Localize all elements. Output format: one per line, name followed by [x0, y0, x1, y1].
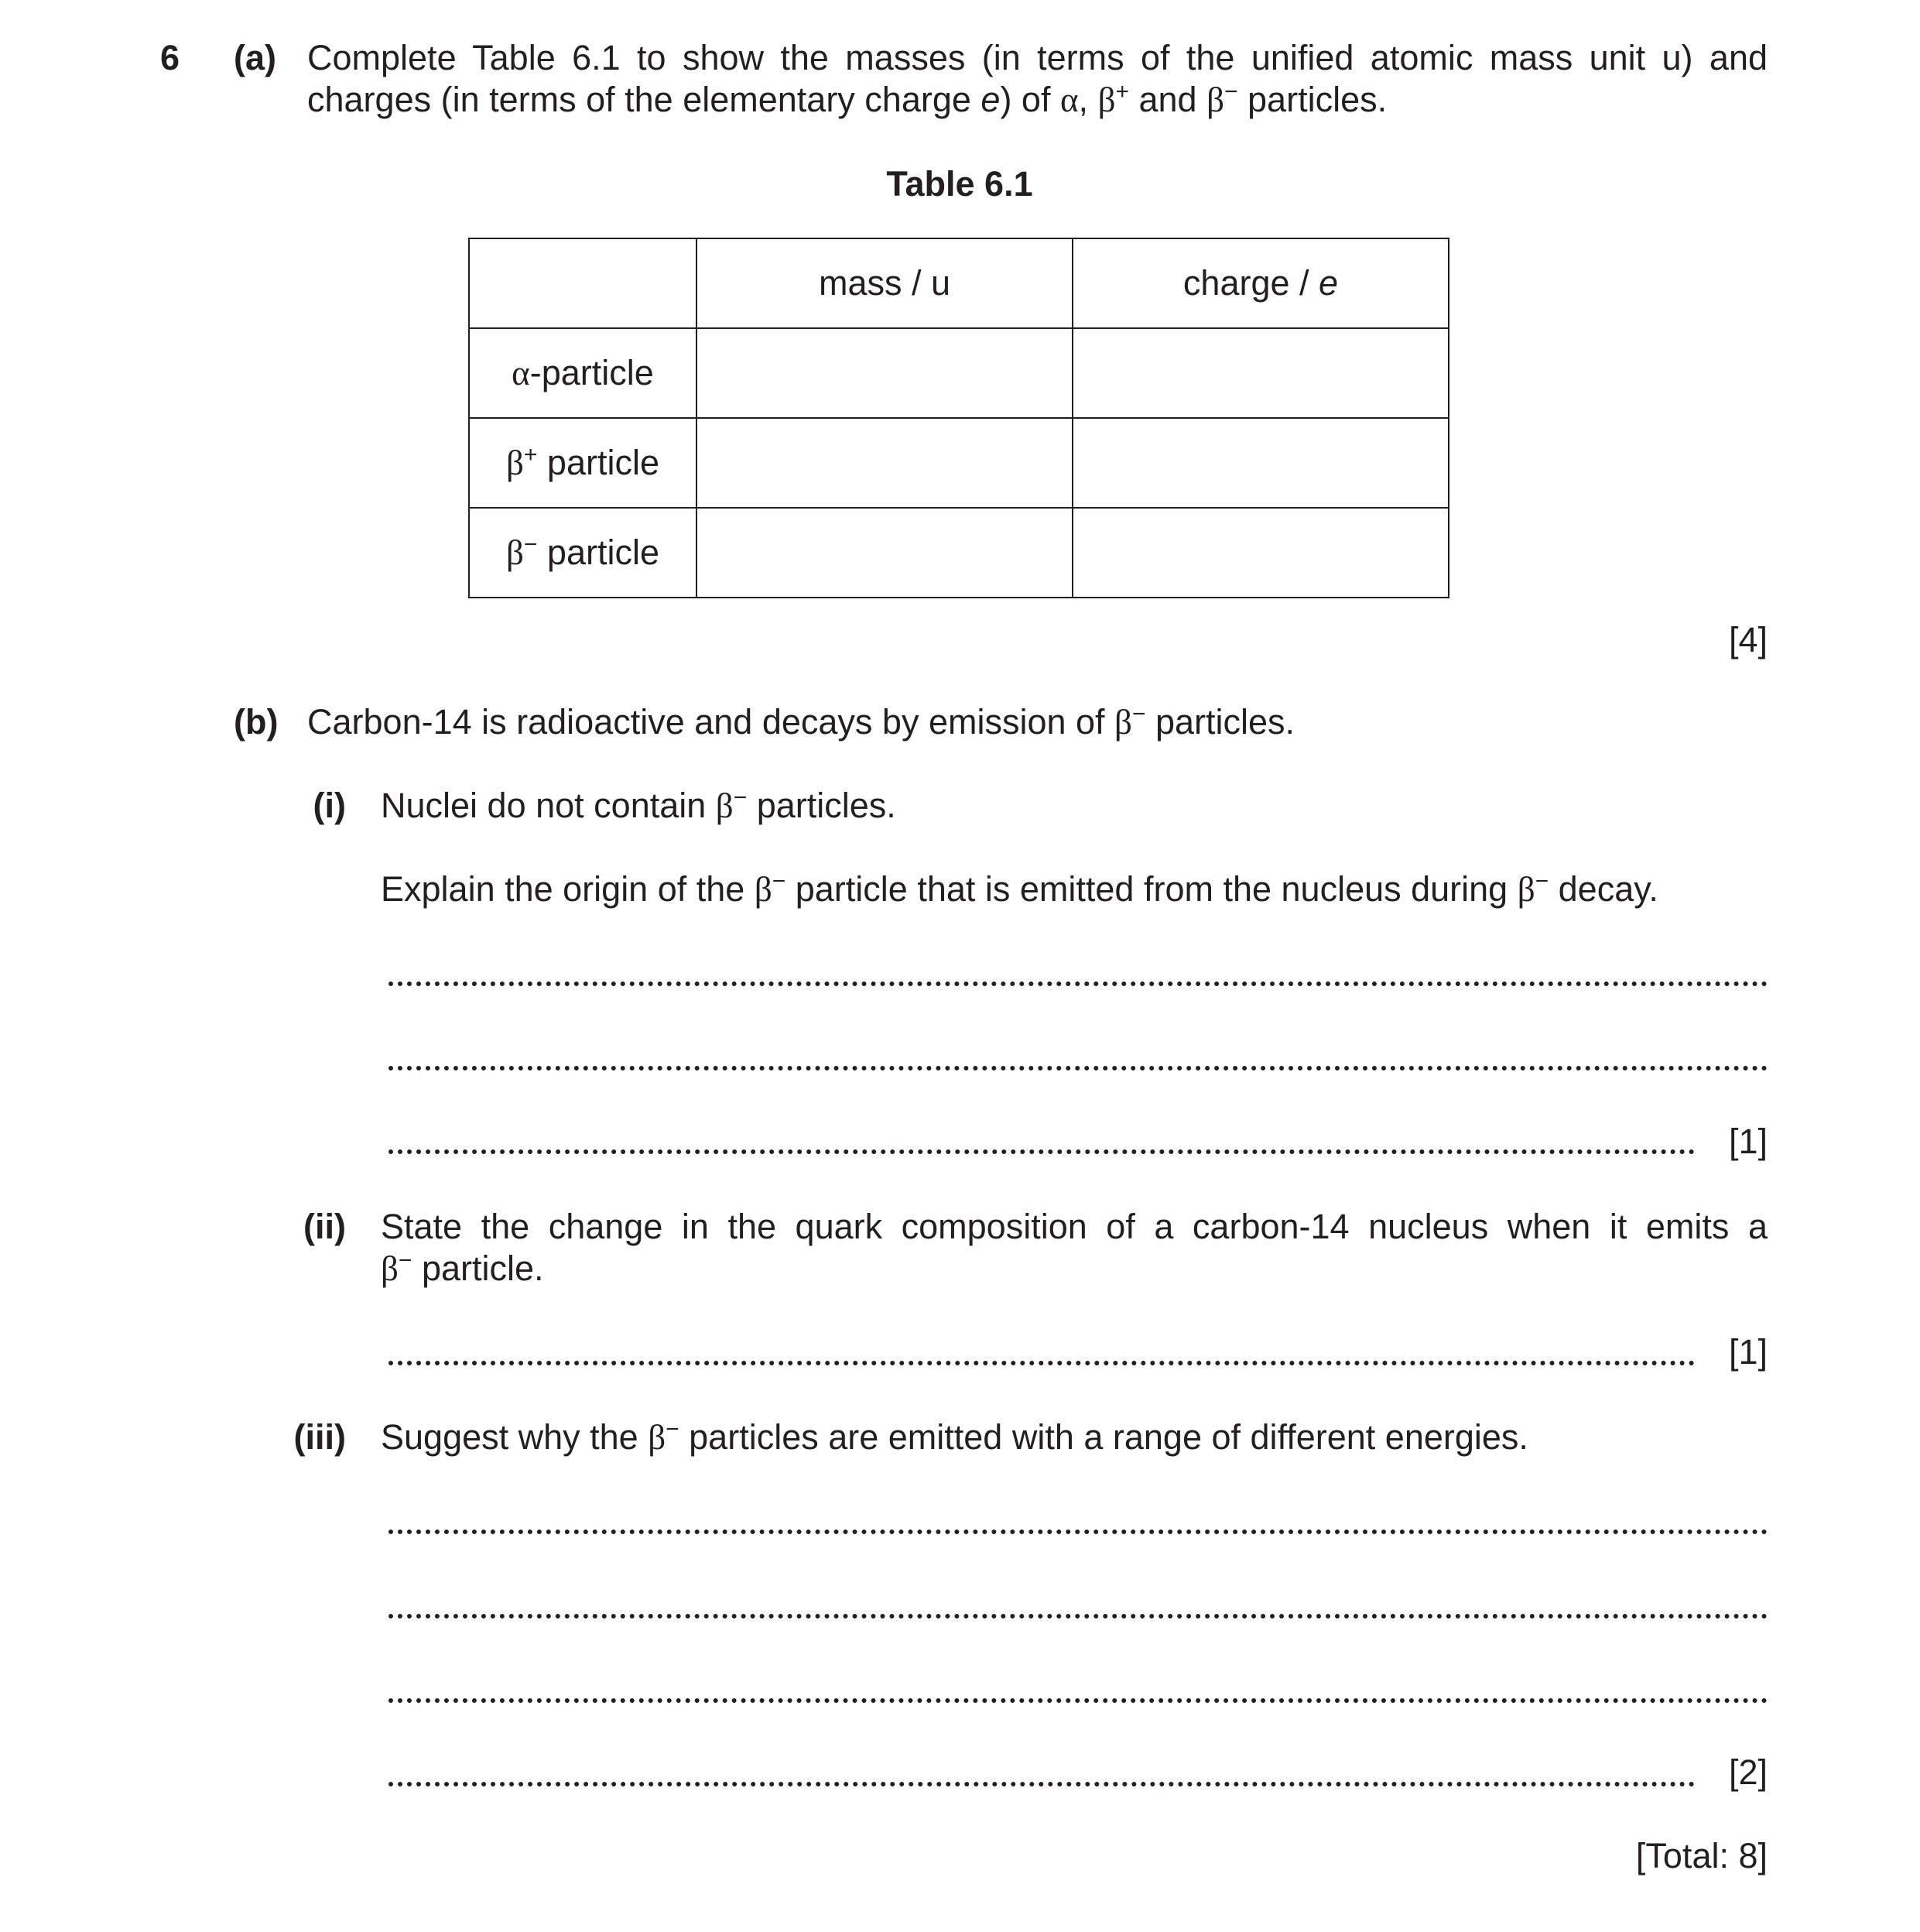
table-row: [469, 418, 1449, 508]
table-6-1: [468, 238, 1449, 598]
table-header-mass: mass / u: [696, 238, 1073, 328]
beta-plus-charge-cell[interactable]: [1073, 418, 1449, 508]
part-a-label: (a): [234, 38, 276, 77]
part-b-iii-line1: Suggest why the β− particles are emitted with a range of different energies.: [381, 1416, 1528, 1457]
answer-line-iii-3[interactable]: [388, 1698, 1768, 1703]
part-a-line1: Complete Table 6.1 to show the masses (in terms of the unified atomic mass unit u) and: [307, 38, 1768, 77]
beta-minus-mass-cell[interactable]: [696, 508, 1073, 598]
table-title: Table 6.1: [886, 164, 1033, 204]
part-b-ii-line2: β− particle.: [381, 1248, 544, 1288]
table-header-row: [469, 238, 1449, 328]
row-label-alpha: α-particle: [469, 328, 696, 418]
table-row: [469, 328, 1449, 418]
row-label-beta-plus: β+ particle: [469, 418, 696, 508]
answer-line-i-3[interactable]: [388, 1149, 1695, 1154]
beta-plus-mass-cell[interactable]: [696, 418, 1073, 508]
table-header-charge: charge / e: [1073, 238, 1449, 328]
part-b-iii-marks: [2]: [1728, 1752, 1768, 1792]
answer-line-i-1[interactable]: [388, 981, 1768, 986]
part-b-label: (b): [234, 702, 279, 742]
part-b-i-line1: Nuclei do not contain β− particles.: [381, 785, 896, 825]
part-b-intro: Carbon-14 is radioactive and decays by emission of β− particles.: [307, 701, 1295, 742]
answer-line-iii-1[interactable]: [388, 1530, 1768, 1534]
part-b-i-line2: Explain the origin of the β− particle that is emitted from the nucleus during β− decay.: [381, 868, 1658, 909]
table-header-empty: [469, 238, 696, 328]
alpha-charge-cell[interactable]: [1073, 328, 1449, 418]
answer-line-iii-2[interactable]: [388, 1614, 1768, 1619]
part-b-ii-line1: State the change in the quark composition of a carbon-14 nucleus when it emits a: [381, 1207, 1768, 1246]
table-row: [469, 508, 1449, 598]
part-b-ii-label: (ii): [303, 1207, 346, 1246]
part-a-line2: charges (in terms of the elementary charge e) of α, β+ and β− particles.: [307, 79, 1388, 119]
answer-line-ii-1[interactable]: [388, 1361, 1695, 1365]
part-a-marks: [4]: [1728, 620, 1768, 659]
question-number: 6: [160, 38, 180, 77]
row-label-beta-minus: β− particle: [469, 508, 696, 598]
answer-line-i-2[interactable]: [388, 1066, 1768, 1070]
answer-line-iii-4[interactable]: [388, 1782, 1695, 1786]
part-b-i-label: (i): [313, 786, 346, 825]
part-b-iii-label: (iii): [293, 1417, 346, 1457]
beta-minus-charge-cell[interactable]: [1073, 508, 1449, 598]
part-b-ii-marks: [1]: [1728, 1332, 1768, 1372]
part-b-i-marks: [1]: [1728, 1122, 1768, 1161]
total-marks: [Total: 8]: [1635, 1836, 1768, 1875]
alpha-mass-cell[interactable]: [696, 328, 1073, 418]
